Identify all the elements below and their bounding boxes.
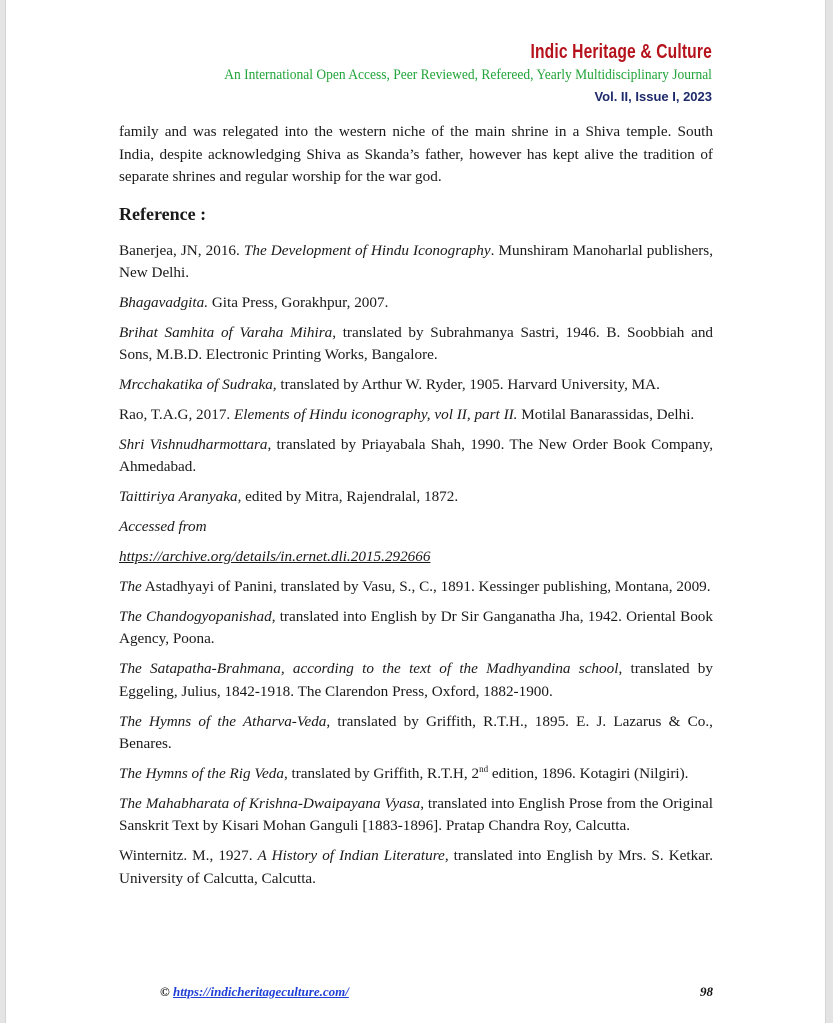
reference-item: Mrcchakatika of Sudraka, translated by Arthur W. Ryder, 1905. Harvard University, MA.	[119, 376, 660, 394]
reference-item: The Hymns of the Rig Veda, translated by Griffith, R.T.H, 2nd edition, 1896. Kotagiri (Nilgiri).	[119, 764, 689, 783]
reference-item: The Astadhyayi of Panini, translated by Vasu, S., C., 1891. Kessinger publishing, Montana, 2009.	[119, 578, 711, 596]
reference-item: The Chandogyopanishad, translated into English by Dr Sir Ganganatha Jha, 1942. Oriental Book Agency, Poona.	[119, 607, 713, 648]
reference-item: Winternitz. M., 1927. A History of Indian Literature, translated into English by Mrs. S. Ketkar. University of Calcutta, Calcutta.	[119, 847, 713, 887]
journal-title: Indic Heritage & Culture	[530, 41, 712, 63]
archive-link[interactable]: https://archive.org/details/in.ernet.dli.2015.292666	[119, 548, 431, 566]
journal-subtitle: An International Open Access, Peer Reviewed, Refereed, Yearly Multidisciplinary Journal	[224, 67, 712, 83]
journal-volume: Vol. II, Issue I, 2023	[594, 89, 712, 104]
journal-website-link[interactable]: https://indicheritageculture.com/	[172, 984, 349, 999]
page-frame-left	[0, 0, 6, 1023]
journal-header	[170, 40, 712, 106]
reference-item: The Satapatha-Brahmana, according to the text of the Madhyandina school, translated by Eggeling, Julius, 1842-1918. The Clarendon Press, Oxford, 1882-1900.	[119, 660, 713, 700]
reference-item: Banerjea, JN, 2016. The Development of Hindu Iconography. Munshiram Manoharlal publishers, New Delhi.	[119, 241, 713, 281]
page-frame-right	[825, 0, 833, 1023]
page-number: 98	[700, 984, 713, 999]
reference-heading: Reference :	[119, 203, 207, 224]
reference-item: The Hymns of the Atharva-Veda, translated by Griffith, R.T.H., 1895. E. J. Lazarus & Co., Benares.	[119, 712, 713, 753]
reference-item	[119, 546, 713, 569]
reference-item: Shri Vishnudharmottara, translated by Priayabala Shah, 1990. The New Order Book Company, Ahmedabad.	[119, 435, 714, 476]
intro-paragraph: family and was relegated into the western niche of the main shrine in a Shiva temple. South India, despite acknowledging Shiva as Skanda’s father, however has kept alive the tradition of separate shrines and regular worship for the war god.	[119, 123, 713, 185]
reference-list	[119, 240, 713, 891]
reference-item: Taittiriya Aranyaka, edited by Mitra, Rajendralal, 1872.	[119, 488, 459, 506]
reference-item: Rao, T.A.G, 2017. Elements of Hindu iconography, vol II, part II. Motilal Banarassidas, Delhi.	[119, 406, 695, 424]
copyright-icon: ©	[160, 984, 170, 999]
reference-item: The Mahabharata of Krishna-Dwaipayana Vyasa, translated into English Prose from the Original Sanskrit Text by Kisari Mohan Ganguli [1883-1896]. Pratap Chandra Roy, Calcutta.	[119, 794, 713, 835]
reference-item: Accessed from	[119, 518, 207, 536]
reference-item: Bhagavadgita. Gita Press, Gorakhpur, 2007.	[119, 293, 389, 311]
page-content	[119, 121, 713, 898]
page-footer	[160, 983, 713, 1001]
reference-item: Brihat Samhita of Varaha Mihira, translated by Subrahmanya Sastri, 1946. B. Soobbiah and Sons, M.B.D. Electronic Printing Works, Bangalore.	[119, 323, 714, 364]
